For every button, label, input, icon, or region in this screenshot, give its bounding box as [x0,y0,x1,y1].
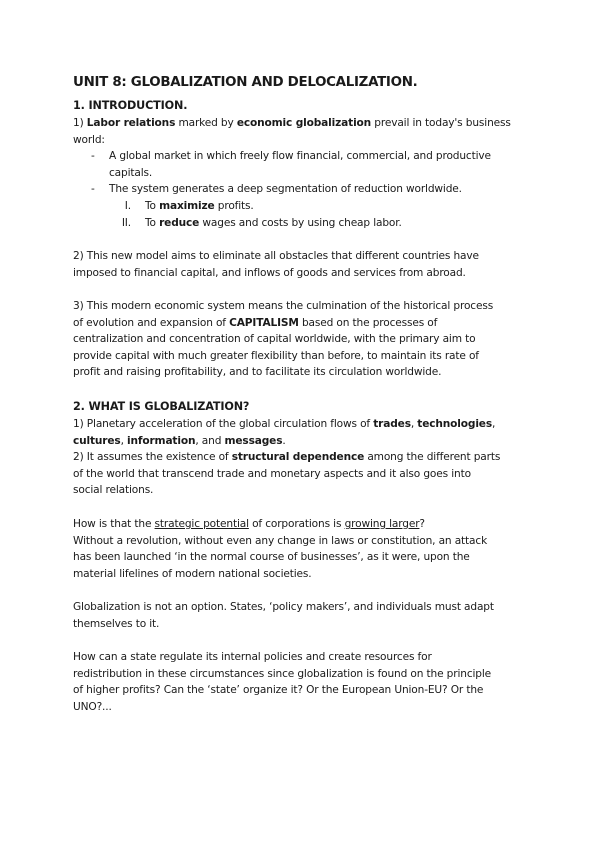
globalization-not-option [73,599,533,632]
text-fragment: prevail in today's business [374,117,511,129]
unit-title: UNIT 8: GLOBALIZATION AND DELOCALIZATION. [73,75,418,90]
globalization-point-2 [73,449,533,499]
text-fragment: 2) It assumes the existence of [73,451,229,463]
text-fragment: based on the processes of [301,316,438,329]
text-line: A global market in which freely flow financial, commercial, and productive [109,150,491,162]
text-fragment: and [201,434,222,447]
text-line: UNO?... [73,700,112,713]
intro-point-2 [73,248,533,281]
bullet-text [109,148,531,181]
text-line: themselves to it. [73,617,160,630]
text-line: social relations. [73,484,154,497]
roman-text [145,198,525,215]
text-line: capitals. [109,166,153,179]
text-fragment: of corporations is [252,518,342,530]
state-regulation-question [73,649,533,715]
bold-term-capitalism: CAPITALISM [229,316,299,329]
bold-term-messages: messages [224,434,283,447]
text-line: of higher profits? Can the ‘state’ organize it? Or the European Union-EU? Or the [73,684,484,697]
text-line: has been launched ‘in the normal course of businesses’, as it were, upon the [73,551,470,564]
text-line: centralization and concentration of capital worldwide, with the primary aim to [73,333,476,346]
bold-term-cultures: cultures [73,434,121,447]
bold-term-economic-globalization: economic globalization [236,117,372,129]
strategic-question [73,516,533,582]
underlined-strategic-potential: strategic potential [154,518,249,530]
bold-term-labor-relations: Labor relations [86,117,176,129]
globalization-point-1: 1) Planetary acceleration of the global circulation flows of trades, technologies, cultures, information, and messages. [73,418,496,447]
intro-point-1 [73,115,533,148]
text-line: 3) This modern economic system means the culmination of the historical process [73,300,494,312]
text-fragment: marked by [178,117,234,129]
text-fragment: profits. [217,200,254,212]
text-fragment: of evolution and expansion of [73,316,226,329]
text-line: How can a state regulate its internal policies and create resources for [73,651,432,663]
bold-term-reduce: reduce [159,217,200,229]
bold-term-maximize: maximize [159,200,215,212]
bold-term-technologies: technologies [417,418,493,430]
point-number: 1) [73,117,84,129]
bold-term-structural-dependence: structural dependence [231,451,365,463]
text-line: imposed to financial capital, and inflows of goods and services from abroad. [73,266,466,279]
text-line: redistribution in these circumstances since globalization is found on the principle [73,667,492,680]
text-fragment: world: [73,133,105,146]
roman-marker: I. [124,200,131,212]
text-line: of the world that transcend trade and monetary aspects and it also goes into [73,467,471,480]
bold-term-trades: trades [373,418,411,430]
section-2-heading: 2. WHAT IS GLOBALIZATION? [73,400,250,413]
text-line: Without a revolution, without even any change in laws or constitution, an attack [73,534,488,547]
roman-marker: II. [121,217,131,229]
dash-marker: - [91,183,95,195]
bold-term-information: information [127,434,196,447]
text-fragment: 1) Planetary acceleration of the global circulation flows of [73,418,371,430]
text-fragment: wages and costs by using cheap labor. [202,217,402,229]
text-line: profit and raising profitability, and to facilitate its circulation worldwide. [73,366,442,379]
text-line: Globalization is not an option. States, ‘policy makers’, and individuals must adapt [73,601,494,613]
dash-marker: - [91,150,95,162]
text-line: 2) This new model aims to eliminate all obstacles that different countries have [73,250,479,262]
text-fragment: How is that the [73,518,152,530]
text-fragment: among the different parts [367,451,501,463]
section-1-heading: 1. INTRODUCTION. [73,99,188,112]
underlined-growing-larger: growing larger [344,518,420,530]
intro-point-3 [73,298,533,381]
bullet-text: The system generates a deep segmentation of reduction worldwide. [109,183,462,195]
roman-text [145,215,525,232]
text-line: provide capital with much greater flexibility than before, to maintain its rate of [73,349,479,362]
text-fragment: To [145,217,156,229]
text-line: material lifelines of modern national societies. [73,567,312,580]
text-fragment: To [145,200,156,212]
text-fragment: ? [419,518,425,530]
